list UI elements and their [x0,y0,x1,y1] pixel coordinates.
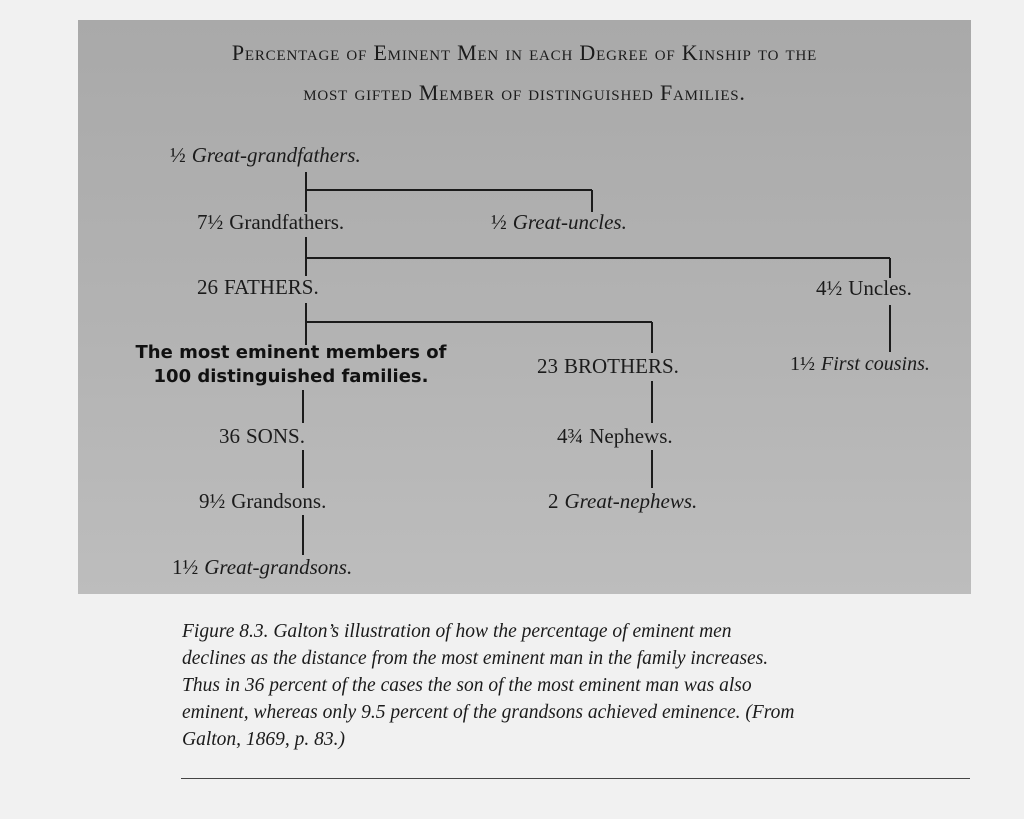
node-value: 7½ [197,210,224,234]
node-sons [219,424,305,449]
caption-line-3: Thus in 36 percent of the cases the son of the most eminent man was also [182,675,752,696]
node-label: Great-grandfathers. [191,143,361,167]
node-label: Grandsons. [231,489,327,513]
node-label: Great-uncles. [512,210,627,234]
node-first-cousins [790,353,930,376]
node-value: ½ [170,143,186,167]
diagram-title-line-2: most gifted Member of distinguished Families. [303,80,746,105]
node-label: First cousins. [821,353,930,375]
node-label: FATHERS. [224,275,319,299]
node-fathers [197,275,319,300]
node-value: 2 [548,489,559,513]
caption-divider [181,778,970,779]
node-label: Grandfathers. [229,210,345,234]
node-great-uncles [491,210,627,235]
diagram-title-line-1: Percentage of Eminent Men in each Degree of Kinship to the [231,40,818,65]
node-value: 4½ [816,276,843,300]
node-value: 36 [219,424,240,448]
node-value: ½ [491,210,507,234]
node-value: 1½ [790,353,815,375]
node-value: 1½ [172,555,199,579]
node-label: Great-nephews. [564,489,698,513]
node-value: 26 [197,275,218,299]
node-label: Great-grandsons. [204,555,353,579]
node-nephews [557,424,673,449]
node-value: 9½ [199,489,226,513]
caption-line-2: declines as the distance from the most eminent man in the family increases. [182,648,769,669]
node-great-nephews [548,489,697,514]
node-value: 23 [537,354,558,378]
node-value: 4¾ [557,424,584,448]
node-grandsons [199,489,326,514]
node-great-grandfathers [170,143,361,168]
node-uncles [816,276,912,301]
node-label: Nephews. [589,424,673,448]
caption-line-1: Figure 8.3. Galton’s illustration of how the percentage of eminent men [182,621,732,642]
caption-line-5: Galton, 1869, p. 83.) [182,729,346,750]
node-label: SONS. [246,424,305,448]
center-label-line-1: The most eminent members of [135,342,447,363]
node-brothers [537,354,679,379]
node-grandfathers [197,210,344,235]
node-label: BROTHERS. [564,354,679,378]
caption-line-4: eminent, whereas only 9.5 percent of the grandsons achieved eminence. (From [182,702,795,723]
node-great-grandsons [172,555,352,580]
center-label [86,341,496,389]
node-label: Uncles. [848,276,912,300]
figure-caption [182,618,972,753]
center-label-line-2: 100 distinguished families. [153,366,429,387]
